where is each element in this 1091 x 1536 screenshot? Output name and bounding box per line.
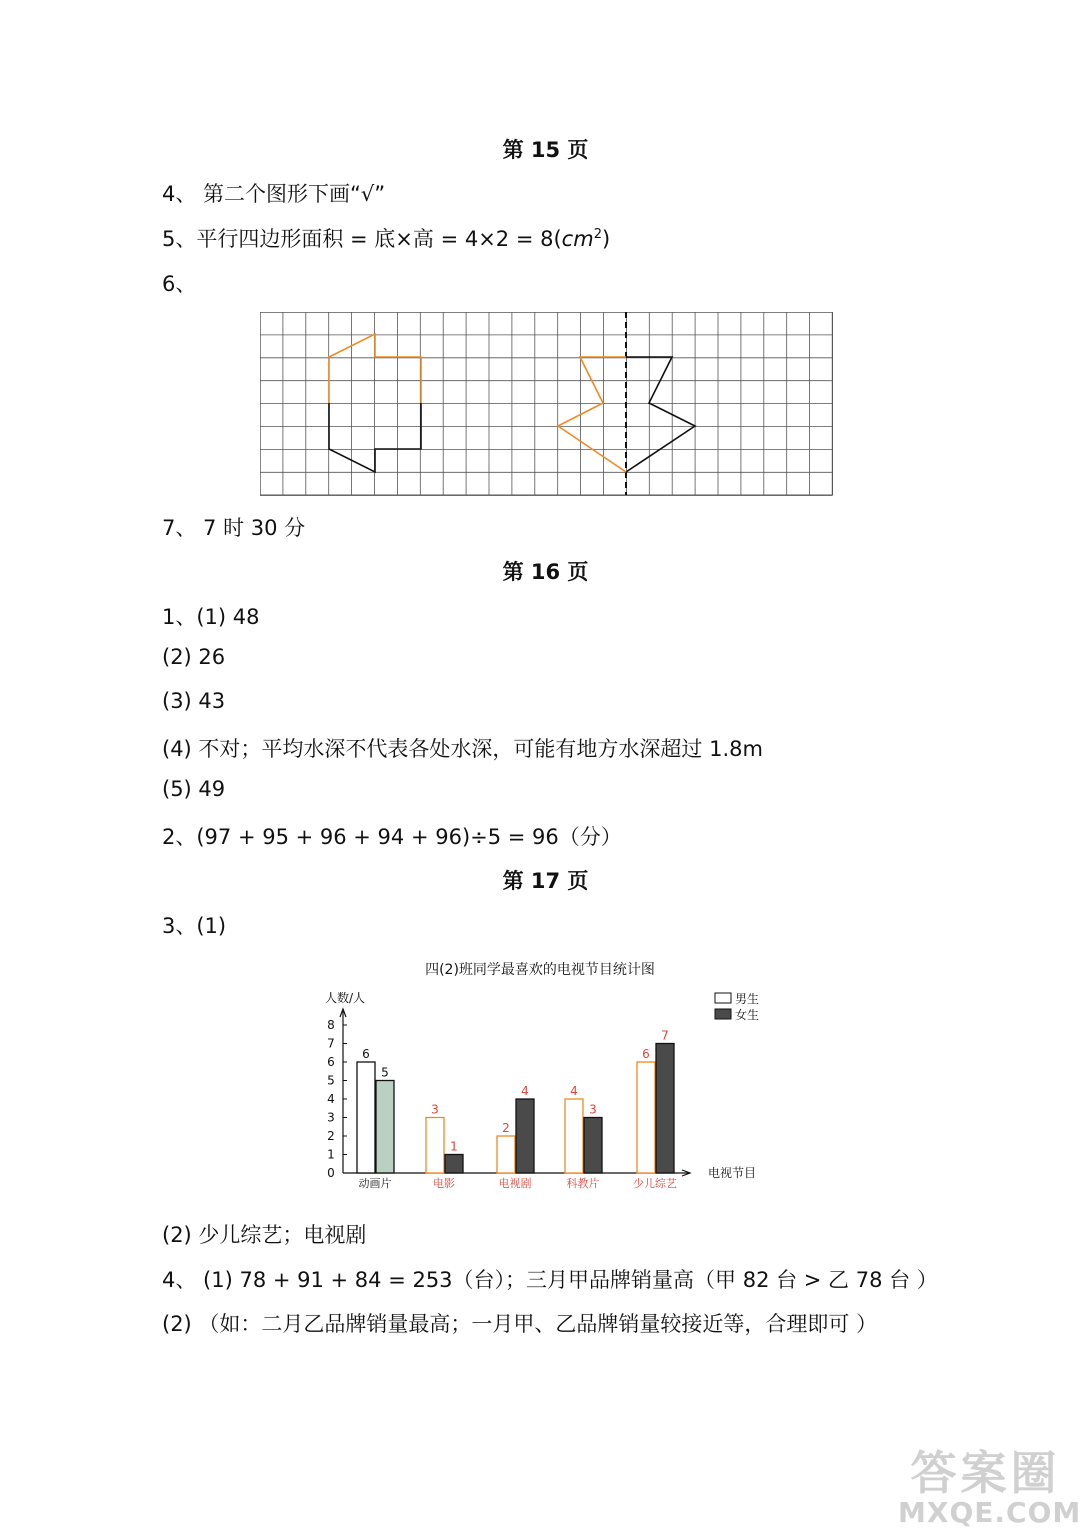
answer-p15-q5-close: ) [601, 227, 611, 251]
chart-category-label: 电视剧 [498, 1177, 532, 1190]
watermark-top-glyphs: 答案圈 [910, 1446, 1061, 1500]
site-watermark-logo [898, 1446, 1082, 1529]
chart-bar-value-label: 3 [589, 1102, 597, 1117]
chart-bar-value-label: 6 [642, 1047, 650, 1061]
chart-bar-girls [656, 1044, 674, 1174]
chart-legend-label: 男生 [735, 992, 760, 1006]
chart-bar-girls [516, 1099, 534, 1173]
grid-lines [260, 312, 833, 495]
left-shape-drawn-part [329, 334, 421, 403]
chart-bar-boys [497, 1136, 515, 1173]
chart-legend-swatch-girls [715, 1009, 731, 1019]
page17-heading: 第 17 页 [502, 869, 589, 893]
chart-bar-boys [637, 1062, 655, 1173]
chart-legend-swatch-boys [715, 993, 731, 1003]
chart-bar-boys [426, 1118, 444, 1174]
chart-bar-value-label: 2 [502, 1121, 510, 1135]
chart-category-label: 动画片 [358, 1177, 392, 1190]
answer-p16-q1-1: 1、(1) 48 [162, 605, 260, 629]
chart-bar-value-label: 7 [661, 1028, 669, 1043]
chart-title: 四(2)班同学最喜欢的电视节目统计图 [425, 962, 655, 978]
chart-y-tick-label: 5 [327, 1073, 335, 1088]
answer-p16-q1-2: (2) 26 [162, 645, 226, 669]
right-shape-given-part [626, 357, 695, 472]
chart-bar-girls [376, 1081, 394, 1174]
chart-y-tick-label: 2 [327, 1129, 335, 1143]
left-shape-given-part [329, 403, 421, 472]
right-shape-drawn-part [558, 357, 626, 472]
chart-x-axis-label: 电视节目 [708, 1166, 757, 1180]
symmetry-grid-figure [260, 312, 833, 496]
chart-bar-value-label: 4 [521, 1084, 529, 1098]
chart-bar-value-label: 3 [431, 1102, 439, 1117]
watermark-site-text: MXQE.COM [898, 1496, 1082, 1529]
chart-bars [357, 1029, 677, 1191]
chart-bar-girls [584, 1118, 602, 1174]
chart-bar-boys [357, 1062, 375, 1173]
chart-category-label: 电影 [433, 1177, 455, 1190]
answer-p15-q5-sup: 2 [593, 227, 602, 242]
answer-p16-q1-4: (4) 不对；平均水深不代表各处水深，可能有地方水深超过 1.8m [162, 737, 763, 761]
page16-heading: 第 16 页 [502, 560, 589, 584]
answer-p15-q6: 6、 [162, 272, 197, 296]
chart-legend [715, 991, 759, 1022]
chart-bar-value-label: 4 [570, 1084, 578, 1098]
chart-y-tick-label: 0 [327, 1166, 335, 1180]
chart-y-tick-label: 6 [327, 1055, 335, 1069]
answer-p15-q5-text: 5、平行四边形面积 = 底×高 = 4×2 = 8( [162, 227, 562, 251]
chart-bar-girls [445, 1155, 463, 1174]
answer-p16-q2: 2、(97 + 95 + 96 + 94 + 96)÷5 = 96（分） [162, 825, 622, 849]
chart-category-label: 少儿综艺 [633, 1177, 677, 1190]
chart-bar-value-label: 5 [381, 1065, 389, 1080]
chart-bar-value-label: 1 [450, 1139, 458, 1154]
chart-y-axis-label: 人数/人 [325, 991, 366, 1005]
chart-y-tick-label: 3 [327, 1110, 335, 1125]
chart-y-tick-label: 4 [327, 1092, 335, 1106]
tv-program-bar-chart [315, 955, 780, 1205]
page15-heading: 第 15 页 [502, 138, 589, 162]
answer-p16-q1-5: (5) 49 [162, 777, 226, 801]
chart-category-label: 科教片 [566, 1177, 600, 1190]
chart-y-tick-label: 8 [327, 1018, 335, 1032]
answer-p17-q3-2: (2) 少儿综艺；电视剧 [162, 1223, 367, 1247]
answer-p15-q5 [162, 223, 610, 253]
answer-p17-q3-1: 3、(1) [162, 914, 227, 938]
answer-p17-q4-2: (2) （如：二月乙品牌销量最高；一月甲、乙品牌销量较接近等，合理即可 ） [162, 1312, 878, 1336]
answer-p17-q4-1: 4、 (1) 78 + 91 + 84 = 253（台）；三月甲品牌销量高（甲 82 台 > 乙 78 台 ） [162, 1268, 938, 1292]
chart-legend-label: 女生 [735, 1008, 760, 1022]
answer-p15-q5-unit: cm [561, 227, 594, 251]
answer-p16-q1-3: (3) 43 [162, 689, 226, 713]
chart-bar-value-label: 6 [362, 1047, 370, 1061]
answer-p15-q7: 7、 7 时 30 分 [162, 516, 306, 540]
chart-y-tick-label: 1 [327, 1147, 335, 1162]
answer-p15-q4: 4、 第二个图形下画“√” [162, 182, 386, 206]
chart-y-tick-label: 7 [327, 1036, 335, 1051]
chart-bar-boys [565, 1099, 583, 1173]
